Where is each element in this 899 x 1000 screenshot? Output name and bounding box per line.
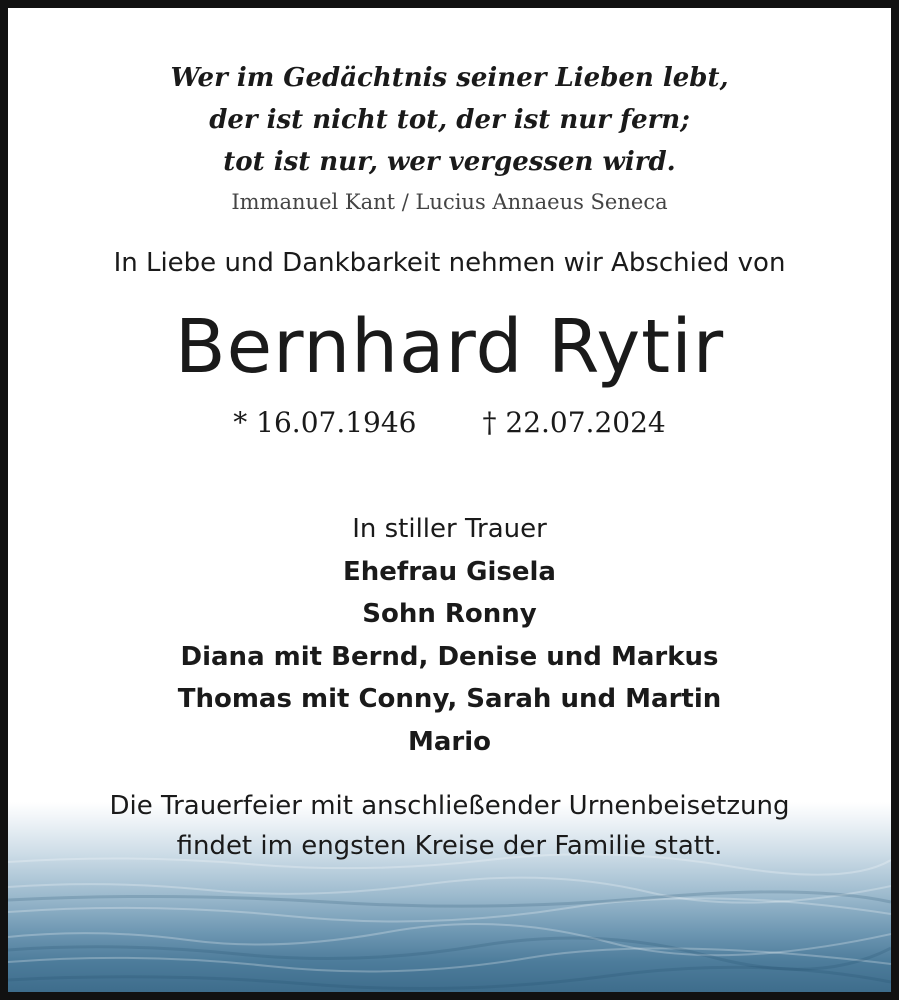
- mourner-entry: Sohn Ronny: [362, 599, 537, 629]
- mourner-entry: Diana mit Bernd, Denise und Markus: [180, 641, 719, 672]
- life-dates: [16, 406, 883, 439]
- mourner-entry: Mario: [407, 726, 491, 757]
- mourner-entry: Thomas mit Conny, Sarah und Martin: [177, 684, 722, 714]
- death-date: † 22.07.2024: [482, 406, 666, 439]
- quote-line: Wer im Gedächtnis seiner Lieben lebt,: [170, 63, 729, 93]
- notice-line: Die Trauerfeier mit anschließender Urnenbeisetzung: [109, 791, 790, 821]
- mourners-list: [16, 508, 883, 763]
- memorial-quote: [16, 57, 883, 183]
- notice-line: findet im engsten Kreise der Familie statt.: [176, 831, 723, 861]
- quote-author: Immanuel Kant / Lucius Annaeus Seneca: [231, 190, 668, 214]
- quote-line: tot ist nur, wer vergessen wird.: [223, 147, 676, 177]
- birth-date: * 16.07.1946: [233, 406, 417, 439]
- deceased-name: Bernhard Rytir: [174, 304, 725, 390]
- farewell-intro: In Liebe und Dankbarkeit nehmen wir Abschied von: [113, 248, 786, 278]
- quote-line: der ist nicht tot, der ist nur fern;: [209, 105, 690, 135]
- mourners-lead: In stiller Trauer: [352, 514, 547, 544]
- funeral-notice: [16, 786, 883, 866]
- mourner-entry: Ehefrau Gisela: [343, 556, 556, 587]
